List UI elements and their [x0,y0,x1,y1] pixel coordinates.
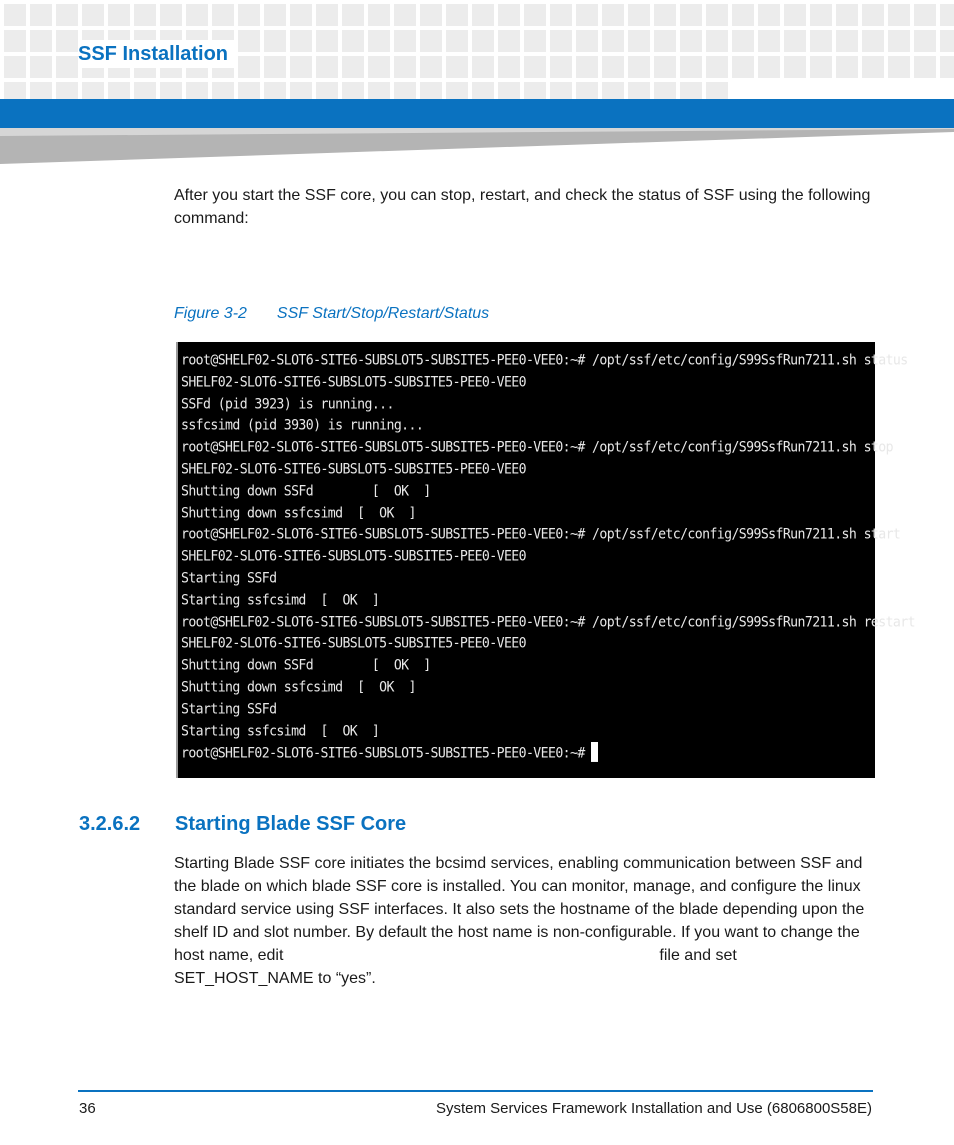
header-tile [654,30,676,52]
header-tile [342,56,364,78]
header-tile [732,56,754,78]
header-tile [550,4,572,26]
header-tile [30,30,52,52]
footer-doc-title: System Services Framework Installation and Use (6806800S58E) [435,1100,872,1117]
header-tile [888,30,910,52]
header-tile [836,30,858,52]
figure-caption [174,303,489,325]
header-tile [394,56,416,78]
header-tile [940,30,954,52]
header-tile [602,30,624,52]
terminal-line: Starting SSFd [181,701,277,718]
terminal-line: SHELF02-SLOT6-SITE6-SUBSLOT5-SUBSITE5-PEE0-VEE0 [181,374,526,391]
header-tile [810,30,832,52]
header-tile [290,4,312,26]
terminal-line: Shutting down SSFd [ OK ] [181,483,431,500]
terminal-prompt-line [181,742,875,766]
figure-label: Figure 3-2 [174,305,247,322]
header-tile [576,4,598,26]
header-tile [914,4,936,26]
header-tile [680,4,702,26]
header-tile [940,4,954,26]
header-tile [862,30,884,52]
terminal-line: SSFd (pid 3923) is running... [181,396,394,413]
header-tile [784,30,806,52]
header-tile [810,56,832,78]
header-tile [290,56,312,78]
page-number: 36 [79,1100,96,1117]
header-tile [888,56,910,78]
running-section-title: SSF Installation [78,40,236,68]
header-tile [264,56,286,78]
terminal-line: root@SHELF02-SLOT6-SITE6-SUBSLOT5-SUBSITE5-PEE0-VEE0:~# /opt/ssf/etc/config/S99SsfRun7211.sh stop [181,440,893,457]
header-tile [368,56,390,78]
header-tile [420,56,442,78]
terminal-line: Shutting down SSFd [ OK ] [181,658,431,675]
terminal-line: root@SHELF02-SLOT6-SITE6-SUBSLOT5-SUBSITE5-PEE0-VEE0:~# /opt/ssf/etc/config/S99SsfRun7211.sh status [181,353,908,369]
header-tile [238,4,260,26]
terminal-line: root@SHELF02-SLOT6-SITE6-SUBSLOT5-SUBSITE5-PEE0-VEE0:~# /opt/ssf/etc/config/S99SsfRun7211.sh restart [181,614,915,631]
terminal-line: Starting ssfcsimd [ OK ] [181,723,380,740]
header-tile [706,4,728,26]
header-tile [550,56,572,78]
subsection-title: Starting Blade SSF Core [175,813,407,835]
header-tile [680,30,702,52]
header-tile [186,4,208,26]
header-tile [394,4,416,26]
header-tile [82,4,104,26]
header-tile [628,30,650,52]
header-tile [654,56,676,78]
header-tile [420,4,442,26]
terminal-line: ssfcsimd (pid 3930) is running... [181,418,424,435]
body-paragraph [174,852,874,990]
header-tile [238,56,260,78]
body-paragraph-part2: file and set SET_HOST_NAME to “yes”. [174,947,737,987]
header-tile [394,30,416,52]
header-tile [810,4,832,26]
header-tile [30,4,52,26]
header-tile [914,30,936,52]
header-tile [472,30,494,52]
header-tile [576,56,598,78]
intro-paragraph: After you start the SSF core, you can stop, restart, and check the status of SSF using the following command: [174,187,871,227]
header-tile [836,4,858,26]
header-tile [290,30,312,52]
header-tile [264,4,286,26]
terminal-screenshot [176,342,915,778]
header-tile [316,56,338,78]
header-tile [940,56,954,78]
header-tile [56,4,78,26]
header-tile [472,56,494,78]
header-tile [784,4,806,26]
figure-title: SSF Start/Stop/Restart/Status [276,305,490,322]
header-tile [368,30,390,52]
header-tile [706,56,728,78]
terminal-line: Starting ssfcsimd [ OK ] [181,592,380,609]
header-tile [368,4,390,26]
header-tile [108,4,130,26]
header-tile [56,30,78,52]
header-tile [602,4,624,26]
header-tile [420,30,442,52]
header-tile [862,4,884,26]
terminal-line: Shutting down ssfcsimd [ OK ] [181,680,416,696]
header-tile [498,4,520,26]
header-tile [602,56,624,78]
header-tile [342,4,364,26]
terminal-line: Starting SSFd [181,571,277,587]
header-tile [628,4,650,26]
header-tile [784,56,806,78]
header-tile [524,4,546,26]
header-tile [446,30,468,52]
terminal-prompt: root@SHELF02-SLOT6-SITE6-SUBSLOT5-SUBSITE5-PEE0-VEE0:~# [181,746,585,763]
footer-rule [78,1090,873,1092]
header-tile [56,56,78,78]
header-tile [524,56,546,78]
header-tile [914,56,936,78]
header-blue-band [0,99,954,128]
header-tile [316,30,338,52]
header-tile [732,4,754,26]
header-tile [524,30,546,52]
header-tile [212,4,234,26]
header-tile [758,56,780,78]
subsection-number: 3.2.6.2 [79,813,141,835]
header-tile [836,56,858,78]
header-tile [576,30,598,52]
header-tile [628,56,650,78]
header-tile [498,56,520,78]
header-tile [4,56,26,78]
header-tile [706,30,728,52]
header-tile [316,4,338,26]
header-tile [160,4,182,26]
header-tile [4,4,26,26]
header-tile [30,56,52,78]
header-tile [472,4,494,26]
header-tile [4,30,26,52]
header-tile [550,30,572,52]
header-tile [238,30,260,52]
header-tile [654,4,676,26]
header-tile [862,56,884,78]
header-tile [888,4,910,26]
terminal-cursor [591,742,598,762]
header-grey-wedge [0,128,954,164]
header-tile [680,56,702,78]
terminal-line: root@SHELF02-SLOT6-SITE6-SUBSLOT5-SUBSITE5-PEE0-VEE0:~# /opt/ssf/etc/config/S99SsfRun7211.sh start [181,527,901,544]
header-tile [758,30,780,52]
terminal-line: SHELF02-SLOT6-SITE6-SUBSLOT5-SUBSITE5-PEE0-VEE0 [181,549,526,566]
subsection-heading [79,810,406,838]
header-tile [446,4,468,26]
terminal-line: Shutting down ssfcsimd [ OK ] [181,505,416,522]
header-tile [264,30,286,52]
header-tile [732,30,754,52]
terminal-line: SHELF02-SLOT6-SITE6-SUBSLOT5-SUBSITE5-PEE0-VEE0 [181,636,526,653]
terminal-line: SHELF02-SLOT6-SITE6-SUBSLOT5-SUBSITE5-PEE0-VEE0 [181,462,526,478]
body-paragraph-part1: Starting Blade SSF core initiates the bcsimd services, enabling communication between SSF and the blade on which blade SSF core is installed. You can monitor, manage, and configure the linux standard service using SSF interfaces. It also sets the hostname of the blade depending upon the shelf ID and slot number. By default the host name is non-configurable. If you want to change the host name, edit [174,855,865,964]
header-tile [498,30,520,52]
header-tile [342,30,364,52]
header-tile [758,4,780,26]
header-tile [134,4,156,26]
header-tile [446,56,468,78]
